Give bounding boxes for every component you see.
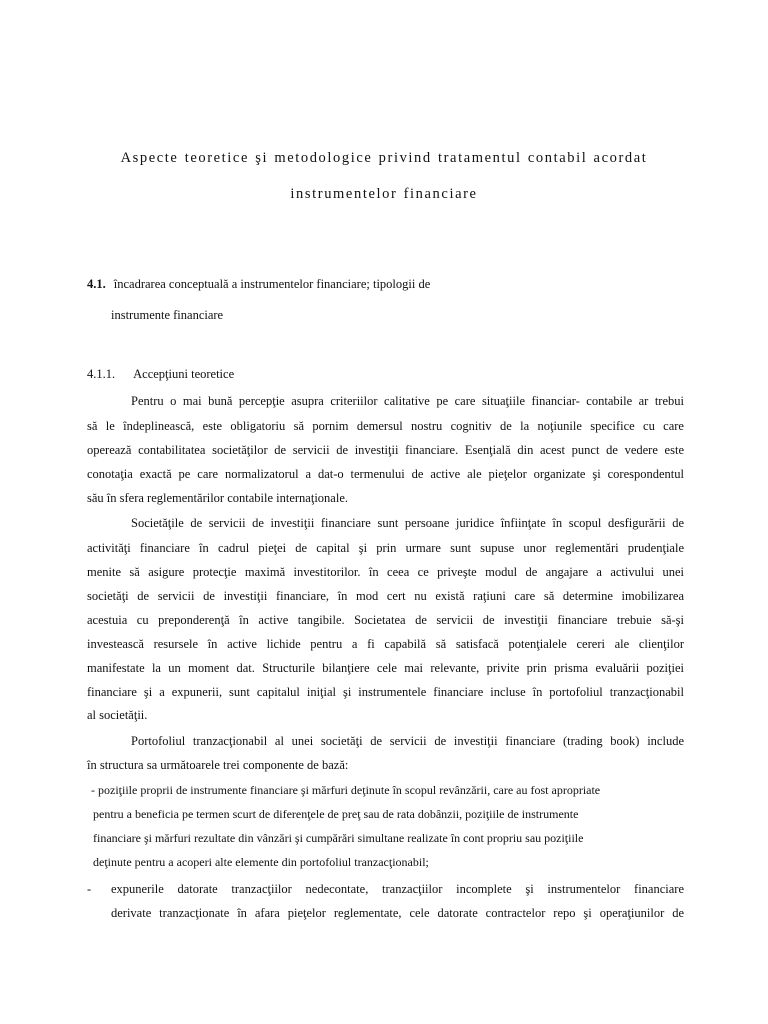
document-title-line-2: instrumentelor financiare bbox=[290, 186, 478, 202]
section-number: 4.1. bbox=[87, 277, 106, 291]
subsection-number: 4.1.1. bbox=[87, 367, 116, 381]
section-heading-text: încadrarea conceptuală a instrumentelor financiare; tipologii de bbox=[113, 277, 431, 291]
paragraph-3-line: Portofoliul tranzacţionabil al unei societăţi de servicii de investiţii financiare (trading book) include bbox=[131, 734, 684, 748]
subsection-heading bbox=[87, 367, 234, 382]
paragraph-1-line: să le îndeplinească, este obligatoriu să pornim demersul nostru cognitiv de la noţiunile specifice cu care bbox=[87, 419, 684, 433]
paragraph-1-line: operează contabilitatea societăţilor de servicii de investiţii financiare. Esenţială din acest punct de vedere este bbox=[87, 443, 684, 457]
paragraph-1-line: său în sfera reglementărilor contabile internaţionale. bbox=[87, 491, 348, 505]
list-item-1-line: deţinute pentru a acoperi alte elemente din portofoliul tranzacţionabil; bbox=[93, 855, 429, 869]
paragraph-1-line: Pentru o mai bună percepţie asupra criteriilor calitative pe care situaţiile financiar- contabile ar trebui bbox=[131, 394, 684, 408]
list-item-1-line: - poziţiile proprii de instrumente financiare şi mărfuri deţinute în scopul revânzării, care au fost apropriate bbox=[91, 783, 601, 797]
list-item-1-line: financiare şi mărfuri rezultate din vânzări şi cumpărări simultane realizate în cont propriu sau poziţiile bbox=[93, 831, 584, 845]
section-heading-line-2: instrumente financiare bbox=[111, 308, 224, 322]
subsection-heading-text: Accepţiuni teoretice bbox=[133, 367, 235, 381]
paragraph-2-line: activităţi financiare în cadrul pieţei de capital şi prin urmare sunt supuse unor reglementări prudenţiale bbox=[87, 541, 684, 555]
paragraph-2-line: menite să asigure protecţie maximă investitorilor. în ceea ce priveşte modul de angajare a activului unei bbox=[87, 565, 684, 579]
paragraph-2-line: al societăţii. bbox=[87, 708, 148, 722]
paragraph-2-line: investească resursele în active lichide pentru a fi capabilă să satisfacă potenţialele cereri ale clienţilor bbox=[87, 637, 684, 651]
list-item-2-line: expunerile datorate tranzacţiilor nedecontate, tranzacţiilor incomplete şi instrumentelor financiare bbox=[111, 882, 684, 896]
paragraph-2-line: acestuia cu preponderenţă în active tangibile. Societatea de servicii de investiţii financiare trebuie să-şi bbox=[87, 613, 684, 627]
paragraph-2-line: financiare şi a expunerii, sunt capitalul iniţial şi instrumentele financiare incluse în portofoliul tranzacţionabil bbox=[87, 685, 684, 699]
paragraph-1-line: conotaţia exactă pe care normalizatorul a dat-o termenului de active ale pieţelor organizate şi corespondentul bbox=[87, 467, 684, 481]
section-heading bbox=[87, 277, 430, 292]
document-title-line-1: Aspecte teoretice şi metodologice privind tratamentul contabil acordat bbox=[120, 150, 648, 166]
paragraph-2-line: societăţi de servicii de investiţii financiare, în mod cert nu există raţiuni care să determine imobilizarea bbox=[87, 589, 684, 603]
list-item-2-bullet: - bbox=[87, 882, 92, 896]
list-item-2-line: derivate tranzacţionate în afara pieţelor reglementate, cele datorate contractelor repo şi operaţiunilor de bbox=[111, 906, 684, 920]
paragraph-3-line: în structura sa următoarele trei componente de bază: bbox=[87, 758, 349, 772]
paragraph-2-line: manifestate la un moment dat. Structurile bilanţiere cele mai relevante, privite prin prisma evaluării poziţiei bbox=[87, 661, 684, 675]
paragraph-2-line: Societăţile de servicii de investiţii financiare sunt persoane juridice înfiinţate în scopul desfigurării de bbox=[131, 516, 684, 530]
list-item-1-line: pentru a beneficia pe termen scurt de diferenţele de preţ sau de rata dobânzii, poziţiile de instrumente bbox=[93, 807, 579, 821]
